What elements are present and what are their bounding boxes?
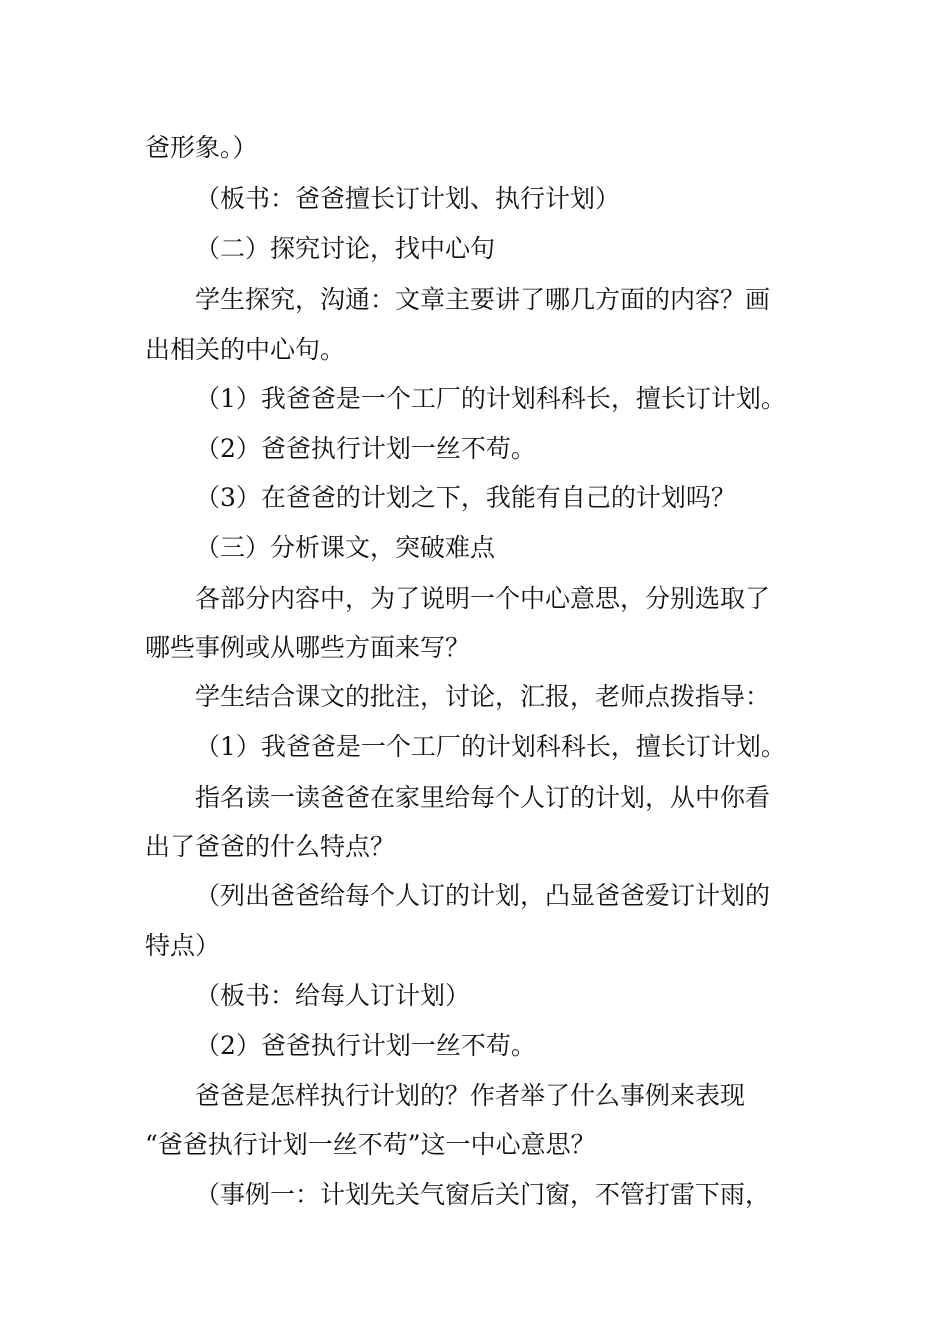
section-heading: （二）探究讨论，找中心句: [195, 234, 496, 263]
list-item: （1）我爸爸是一个工厂的计划科科长，擅长订计划。: [195, 732, 786, 761]
list-item: （2）爸爸执行计划一丝不苟。: [195, 434, 536, 463]
list-item: （2）爸爸执行计划一丝不苟。: [195, 1031, 536, 1060]
text-line: 特点）: [145, 931, 221, 960]
text-line: 各部分内容中，为了说明一个中心意思，分别选取了: [195, 584, 771, 613]
text-line: 爸形象。）: [145, 133, 258, 162]
text-line: 哪些事例或从哪些方面来写？: [145, 633, 471, 662]
list-item: （1）我爸爸是一个工厂的计划科科长，擅长订计划。: [195, 384, 786, 413]
text-line: （板书：爸爸擅长订计划、执行计划）: [195, 184, 621, 213]
text-line: 学生结合课文的批注，讨论，汇报，老师点拨指导：: [195, 682, 771, 711]
text-line: （事例一：计划先关气窗后关门窗，不管打雷下雨，: [195, 1180, 771, 1209]
text-line: 学生探究，沟通：文章主要讲了哪几方面的内容？画: [195, 285, 771, 314]
text-line: “爸爸执行计划一丝不苟”这一中心意思？: [145, 1130, 596, 1159]
text-line: 指名读一读爸爸在家里给每个人订的计划，从中你看: [195, 783, 771, 812]
text-line: 出相关的中心句。: [145, 335, 346, 364]
text-line: （列出爸爸给每个人订的计划，凸显爸爸爱订计划的: [195, 881, 771, 910]
section-heading: （三）分析课文，突破难点: [195, 533, 496, 562]
list-item: （3）在爸爸的计划之下，我能有自己的计划吗？: [195, 483, 736, 512]
text-line: 出了爸爸的什么特点？: [145, 832, 396, 861]
text-line: （板书：给每人订计划）: [195, 981, 471, 1010]
text-line: 爸爸是怎样执行计划的？作者举了什么事例来表现: [195, 1081, 746, 1110]
